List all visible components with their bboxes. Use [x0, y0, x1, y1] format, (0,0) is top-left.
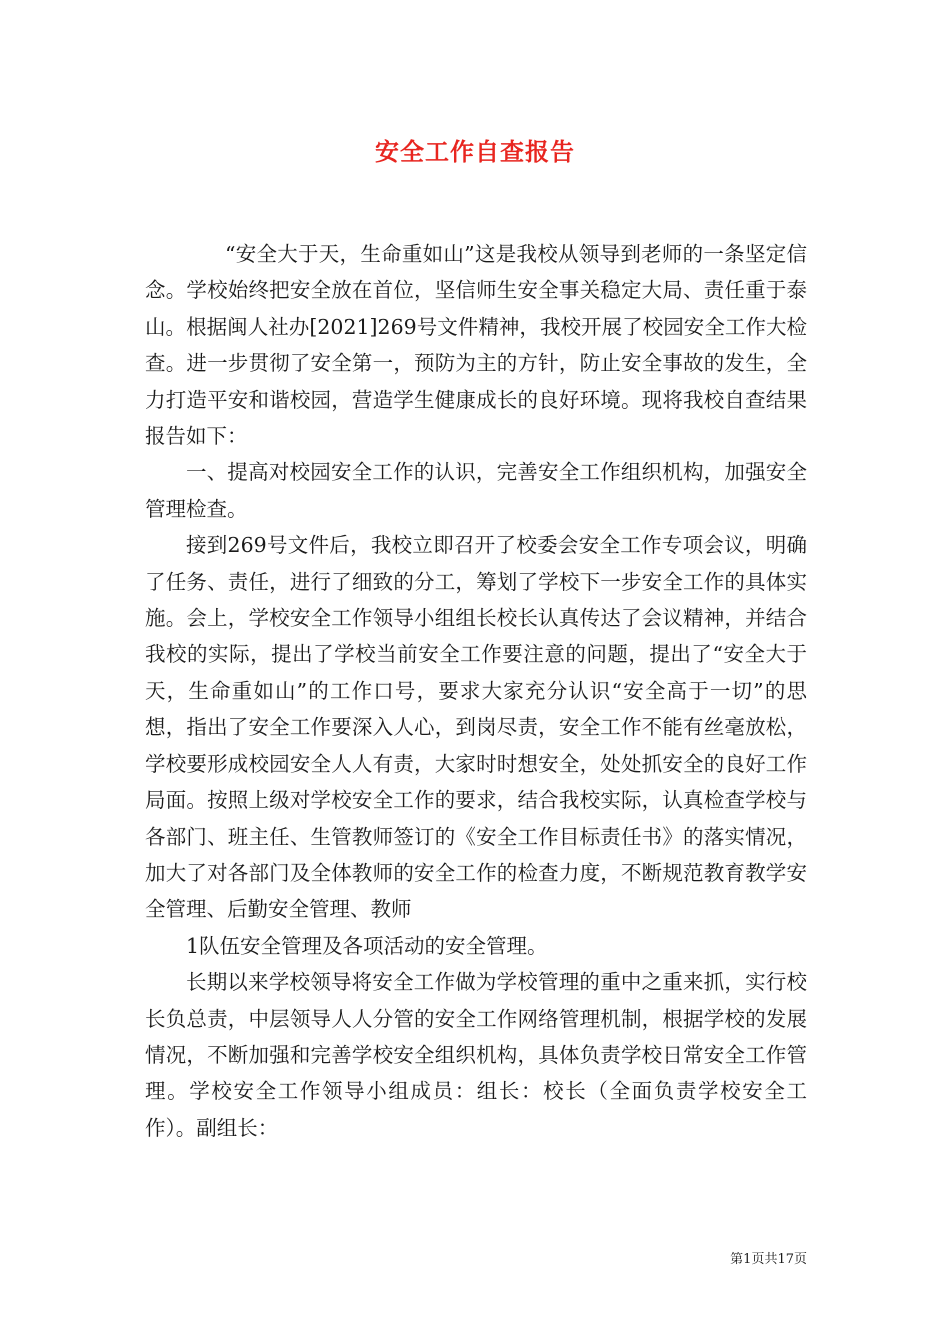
document-body [145, 236, 807, 1146]
page-number: 第1页共17页 [730, 1252, 807, 1267]
paragraph-intro: “安全大于天，生命重如山”这是我校从领导到老师的一条坚定信念。学校始终把安全放在首位，坚信师生安全事关稳定大局、责任重于泰山。根据闽人社办[2021]269号文件精神，我校开展了校园安全工作大检查。进一步贯彻了安全第一，预防为主的方针，防止安全事故的发生，全力打造平安和谐校园，营造学生健康成长的良好环境。现将我校自查结果报告如下： [145, 242, 807, 449]
paragraph-item-one: 1队伍安全管理及各项活动的安全管理。 [186, 933, 548, 958]
paragraph-meeting: 接到269号文件后，我校立即召开了校委会安全工作专项会议，明确了任务、责任，进行了细致的分工，筹划了学校下一步安全工作的具体实施。会上，学校安全工作领导小组组长校长认真传达了会议精神，并结合我校的实际，提出了学校当前安全工作要注意的问题，提出了“安全大于天，生命重如山”的工作口号，要求大家充分认识“安全高于一切”的思想，指出了安全工作要深入人心，到岗尽责，安全工作不能有丝毫放松，学校要形成校园安全人人有责，大家时时想安全，处处抓安全的良好工作局面。按照上级对学校安全工作的要求，结合我校实际，认真检查学校与各部门、班主任、生管教师签订的《安全工作目标责任书》的落实情况，加大了对各部门及全体教师的安全工作的检查力度，不断规范教育教学安全管理、后勤安全管理、教师 [145, 533, 807, 922]
paragraph-leadership: 长期以来学校领导将安全工作做为学校管理的重中之重来抓，实行校长负总责，中层领导人人分管的安全工作网络管理机制，根据学校的发展情况，不断加强和完善学校安全组织机构，具体负责学校日常安全工作管理。学校安全工作领导小组成员：组长：校长（全面负责学校安全工作）。副组长： [145, 970, 807, 1140]
document-title: 安全工作自查报告 [375, 137, 575, 166]
paragraph-section-one-heading: 一、提高对校园安全工作的认识，完善安全工作组织机构，加强安全管理检查。 [145, 460, 807, 521]
